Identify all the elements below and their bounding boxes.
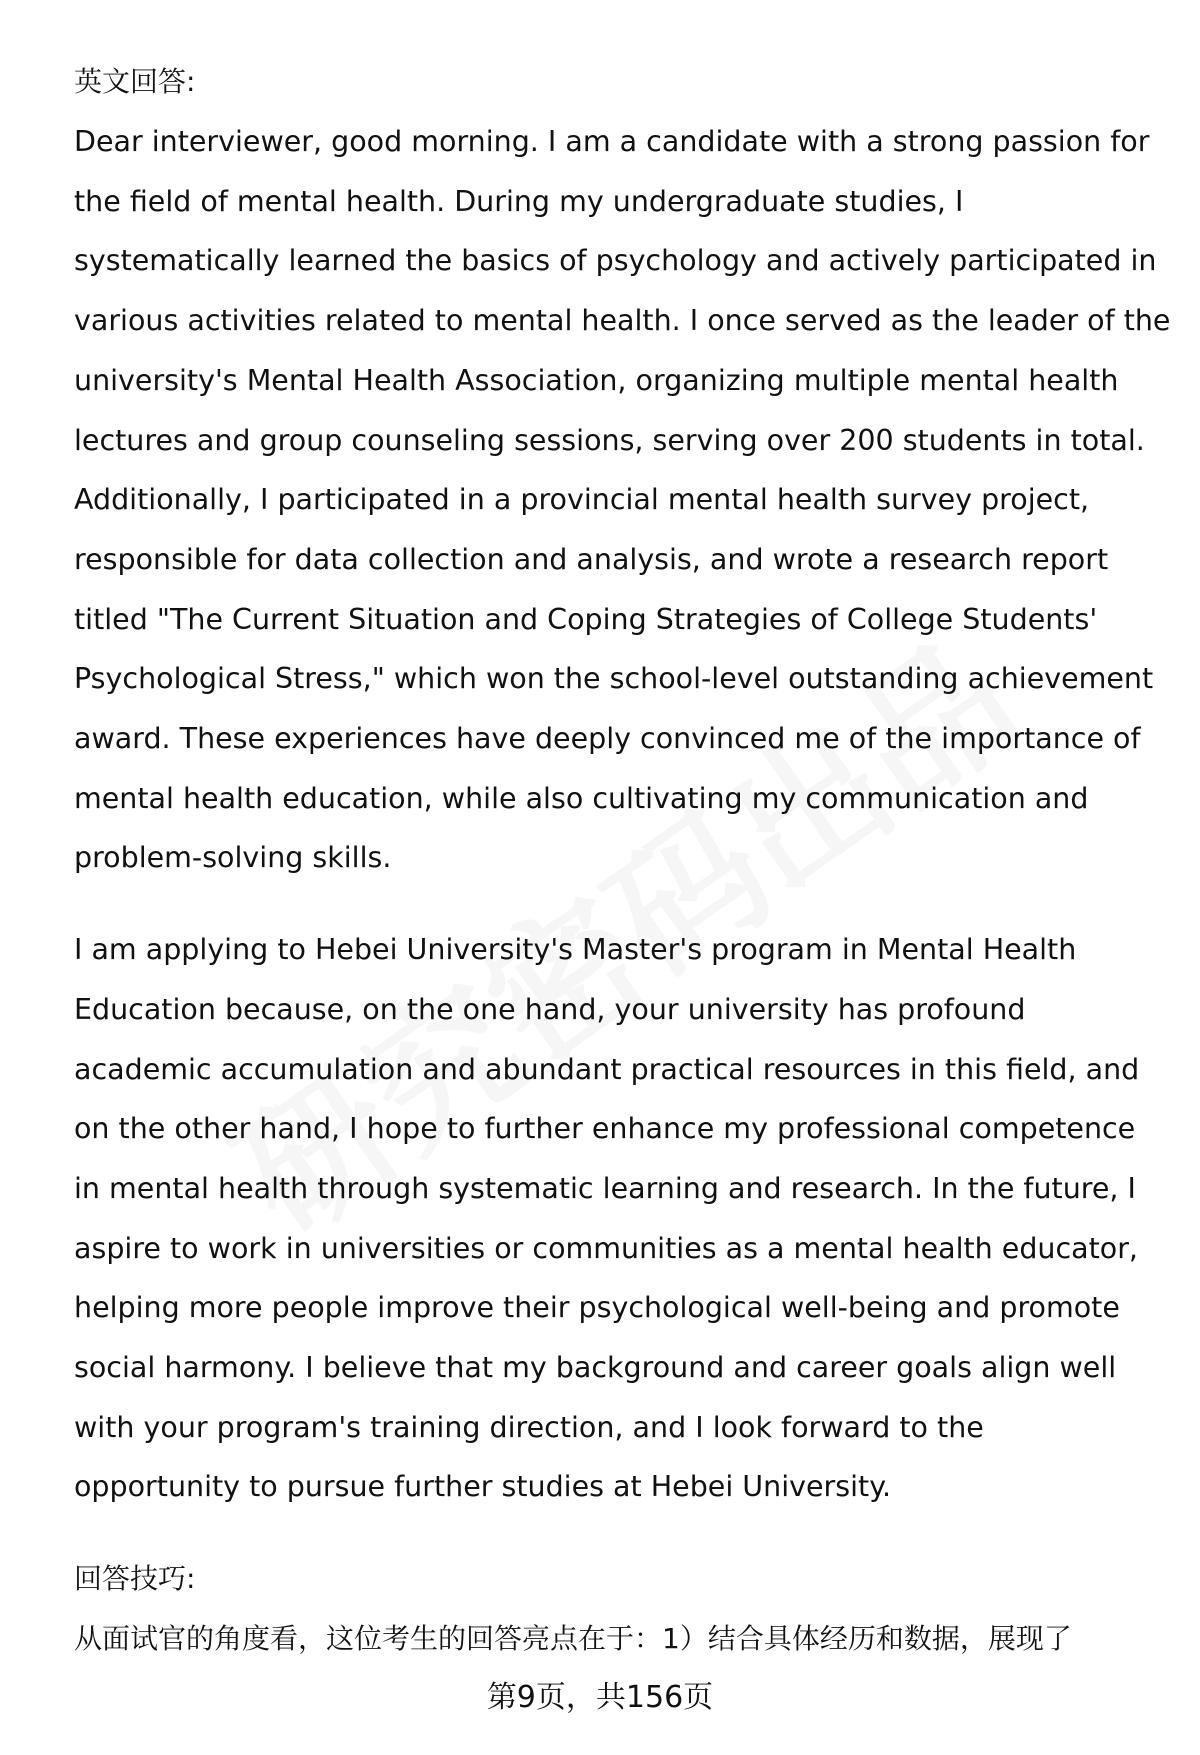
text-line: Dear interviewer, good morning. I am a candidate with a strong passion for bbox=[74, 125, 1150, 158]
text-line: helping more people improve their psychological well-being and promote bbox=[74, 1291, 1120, 1325]
answer-paragraph-1 bbox=[74, 112, 1171, 888]
text-line: Education because, on the one hand, your university has profound bbox=[74, 992, 1026, 1026]
text-line: academic accumulation and abundant practical resources in this field, and bbox=[74, 1052, 1140, 1086]
text-line: on the other hand, I hope to further enhance my professional competence bbox=[74, 1112, 1136, 1146]
text-line: lectures and group counseling sessions, serving over 200 students in total. bbox=[74, 423, 1145, 457]
paragraph-gap bbox=[74, 888, 1154, 920]
text-line: Psychological Stress," which won the school-level outstanding achievement bbox=[74, 662, 1154, 696]
text-line: aspire to work in universities or communities as a mental health educator, bbox=[74, 1231, 1138, 1265]
page-number-footer: 第9页，共156页 bbox=[486, 1680, 714, 1715]
text-line: social harmony. I believe that my background and career goals align well bbox=[74, 1351, 1117, 1385]
text-line: university's Mental Health Association, organizing multiple mental health bbox=[74, 363, 1119, 397]
text-line: award. These experiences have deeply convinced me of the importance of bbox=[74, 722, 1141, 756]
text-line: with your program's training direction, and I look forward to the bbox=[74, 1410, 984, 1444]
text-line: in mental health through systematic learning and research. In the future, I bbox=[74, 1171, 1136, 1205]
text-line: mental health education, while also cultivating my communication and bbox=[74, 781, 1089, 815]
heading-english-answer: 英文回答: bbox=[74, 65, 196, 98]
tips-text: 从面试官的角度看，这位考生的回答亮点在于：1）结合具体经历和数据，展现了 bbox=[74, 1622, 1072, 1656]
text-line: systematically learned the basics of psychology and actively participated in bbox=[74, 244, 1157, 278]
answer-paragraph-2 bbox=[74, 920, 1154, 1517]
text-line: opportunity to pursue further studies at Hebei University. bbox=[74, 1470, 892, 1504]
text-line: various activities related to mental health. I once served as the leader of the bbox=[74, 304, 1171, 338]
text-line: titled "The Current Situation and Coping Strategies of College Students' bbox=[74, 602, 1098, 636]
text-line: Additionally, I participated in a provincial mental health survey project, bbox=[74, 483, 1090, 517]
paragraph-gap bbox=[74, 1517, 1154, 1549]
text-line: problem-solving skills. bbox=[74, 841, 392, 875]
document-content bbox=[74, 52, 1171, 1669]
heading-answer-tips: 回答技巧: bbox=[74, 1562, 196, 1596]
text-line: responsible for data collection and analysis, and wrote a research report bbox=[74, 542, 1109, 576]
text-line: I am applying to Hebei University's Master's program in Mental Health bbox=[74, 933, 1077, 967]
text-line: the field of mental health. During my undergraduate studies, I bbox=[74, 184, 964, 218]
